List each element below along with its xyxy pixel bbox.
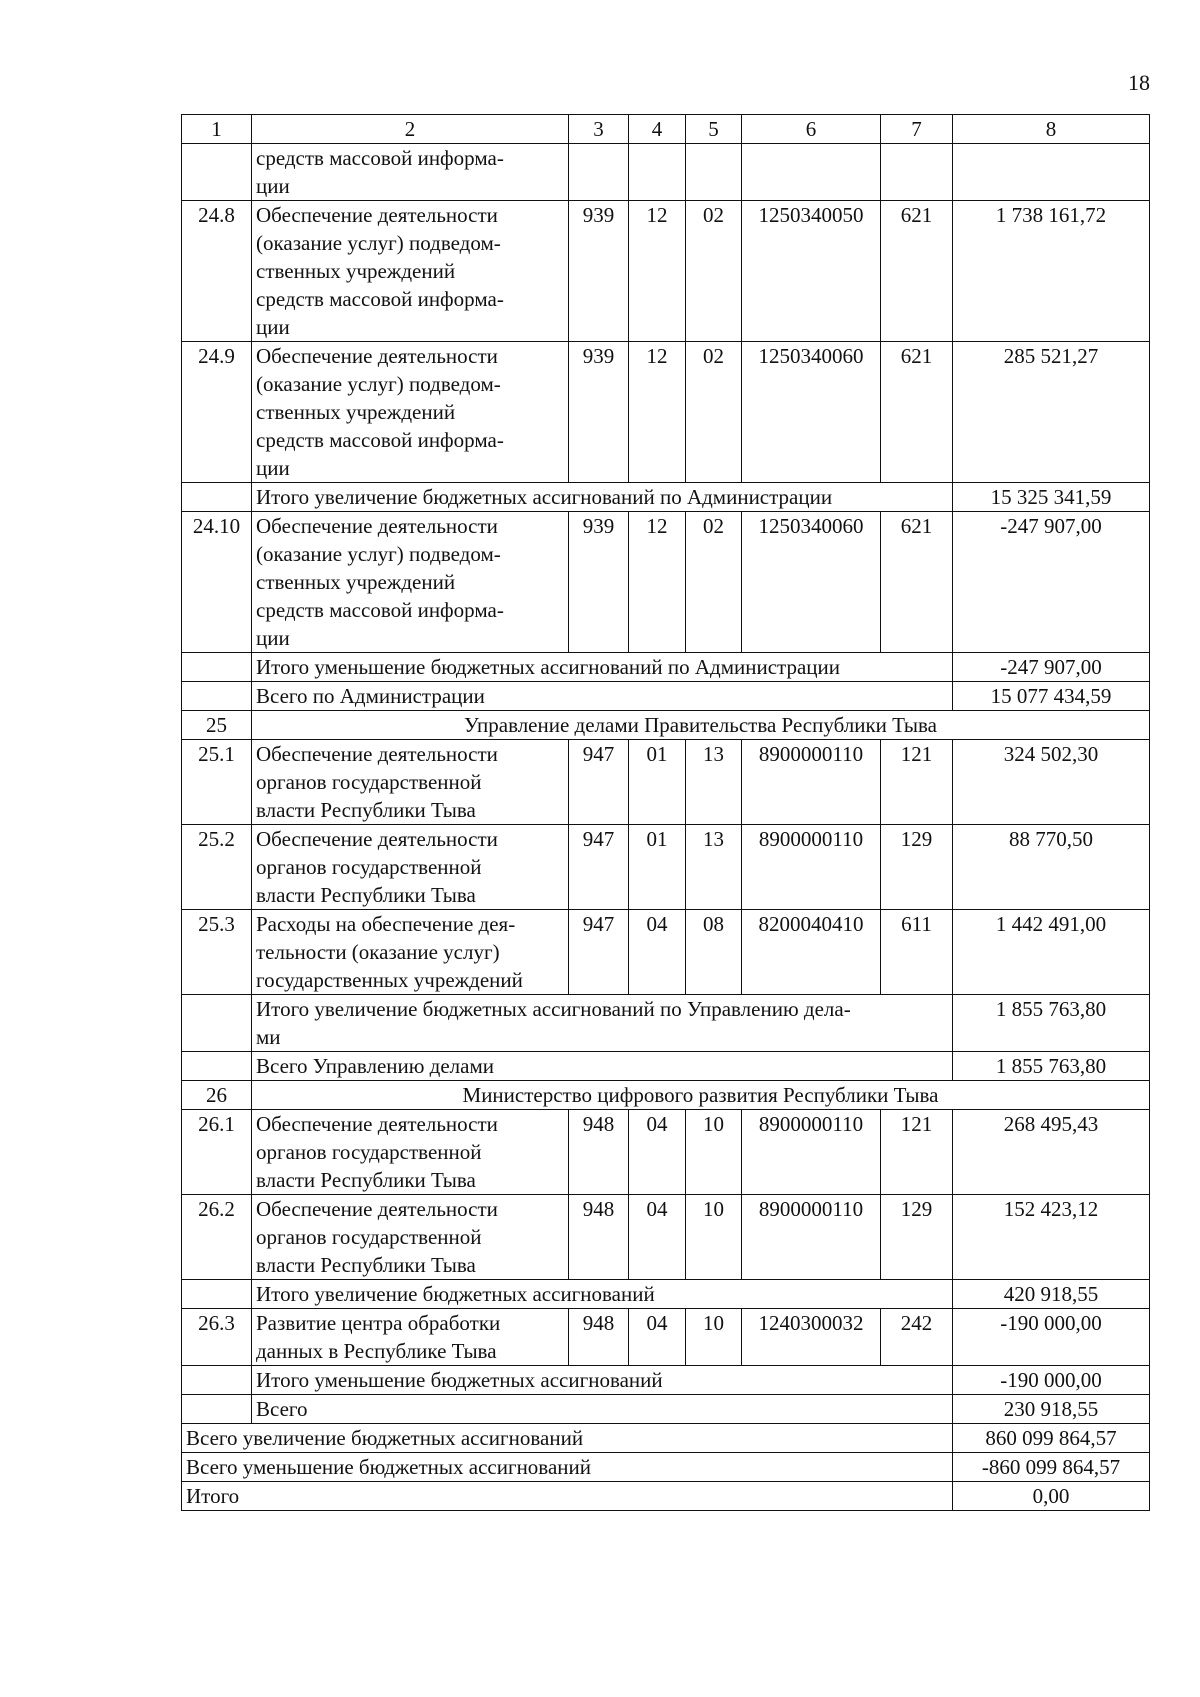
grand-total-row xyxy=(182,1453,1150,1482)
item-number: 26.3 xyxy=(182,1309,252,1366)
expense-type-code: 621 xyxy=(881,342,953,483)
expense-type-code: 121 xyxy=(881,1110,953,1195)
admin-code: 948 xyxy=(569,1195,629,1280)
grand-total-amount: -860 099 864,57 xyxy=(953,1453,1150,1482)
section-code: 12 xyxy=(629,512,686,653)
target-article-code: 8900000110 xyxy=(742,740,881,825)
table-row xyxy=(182,512,1150,653)
subsection-code: 08 xyxy=(686,910,742,995)
amount-cell: -190 000,00 xyxy=(953,1309,1150,1366)
subtotal-row xyxy=(182,1280,1150,1309)
item-number xyxy=(182,144,252,201)
target-article-code: 8900000110 xyxy=(742,1195,881,1280)
item-description: Обеспечение деятельности органов государственной власти Республики Тыва xyxy=(252,740,569,825)
admin-code: 939 xyxy=(569,201,629,342)
section-header-row xyxy=(182,1081,1150,1110)
amount-cell: 88 770,50 xyxy=(953,825,1150,910)
target-article-code: 1250340060 xyxy=(742,512,881,653)
grand-total-amount: 0,00 xyxy=(953,1482,1150,1511)
subsection-code: 10 xyxy=(686,1309,742,1366)
expense-type-code: 129 xyxy=(881,1195,953,1280)
empty-number-cell xyxy=(182,1366,252,1395)
admin-code: 947 xyxy=(569,740,629,825)
section-code: 04 xyxy=(629,1309,686,1366)
grand-total-row xyxy=(182,1424,1150,1453)
subtotal-row xyxy=(182,483,1150,512)
amount-cell xyxy=(953,144,1150,201)
admin-code xyxy=(569,144,629,201)
grand-total-label: Всего уменьшение бюджетных ассигнований xyxy=(182,1453,953,1482)
item-description: Обеспечение деятельности (оказание услуг) подведом- ственных учреждений средств массовой информа- ции xyxy=(252,512,569,653)
item-number: 24.8 xyxy=(182,201,252,342)
table-row xyxy=(182,1195,1150,1280)
column-header-7: 7 xyxy=(881,115,953,144)
item-description: Обеспечение деятельности органов государственной власти Республики Тыва xyxy=(252,825,569,910)
subsection-code: 13 xyxy=(686,740,742,825)
expense-type-code: 129 xyxy=(881,825,953,910)
subtotal-label: Итого увеличение бюджетных ассигнований xyxy=(252,1280,953,1309)
column-header-1: 1 xyxy=(182,115,252,144)
admin-code: 939 xyxy=(569,342,629,483)
item-description: Обеспечение деятельности (оказание услуг) подведом- ственных учреждений средств массовой информа- ции xyxy=(252,342,569,483)
subsection-code: 02 xyxy=(686,512,742,653)
section-number: 26 xyxy=(182,1081,252,1110)
target-article-code: 1250340050 xyxy=(742,201,881,342)
empty-number-cell xyxy=(182,483,252,512)
subtotal-row xyxy=(182,1052,1150,1081)
section-title: Управление делами Правительства Республики Тыва xyxy=(252,711,1150,740)
empty-number-cell xyxy=(182,1280,252,1309)
section-code: 04 xyxy=(629,910,686,995)
section-code: 12 xyxy=(629,201,686,342)
subtotal-label: Итого уменьшение бюджетных ассигнований по Администрации xyxy=(252,653,953,682)
amount-cell: 324 502,30 xyxy=(953,740,1150,825)
subsection-code: 10 xyxy=(686,1195,742,1280)
column-header-3: 3 xyxy=(569,115,629,144)
target-article-code: 8200040410 xyxy=(742,910,881,995)
column-header-5: 5 xyxy=(686,115,742,144)
table-row xyxy=(182,201,1150,342)
subtotal-label: Итого уменьшение бюджетных ассигнований xyxy=(252,1366,953,1395)
item-number: 26.2 xyxy=(182,1195,252,1280)
admin-code: 947 xyxy=(569,825,629,910)
budget-table xyxy=(181,114,1150,1511)
item-description: Расходы на обеспечение дея- тельности (оказание услуг) государственных учреждений xyxy=(252,910,569,995)
subtotal-amount: 1 855 763,80 xyxy=(953,995,1150,1052)
table-row xyxy=(182,144,1150,201)
item-description: средств массовой информа- ции xyxy=(252,144,569,201)
item-number: 24.10 xyxy=(182,512,252,653)
target-article-code: 1240300032 xyxy=(742,1309,881,1366)
column-header-4: 4 xyxy=(629,115,686,144)
amount-cell: -247 907,00 xyxy=(953,512,1150,653)
subtotal-amount: 230 918,55 xyxy=(953,1395,1150,1424)
grand-total-label: Всего увеличение бюджетных ассигнований xyxy=(182,1424,953,1453)
subsection-code: 10 xyxy=(686,1110,742,1195)
subtotal-row xyxy=(182,995,1150,1052)
column-header-2: 2 xyxy=(252,115,569,144)
empty-number-cell xyxy=(182,995,252,1052)
expense-type-code: 121 xyxy=(881,740,953,825)
target-article-code: 8900000110 xyxy=(742,825,881,910)
amount-cell: 152 423,12 xyxy=(953,1195,1150,1280)
section-code: 04 xyxy=(629,1195,686,1280)
subtotal-label: Всего Управлению делами xyxy=(252,1052,953,1081)
target-article-code: 8900000110 xyxy=(742,1110,881,1195)
expense-type-code: 611 xyxy=(881,910,953,995)
table-row xyxy=(182,1110,1150,1195)
item-number: 25.3 xyxy=(182,910,252,995)
header-row xyxy=(182,115,1150,144)
admin-code: 948 xyxy=(569,1309,629,1366)
subtotal-label: Итого увеличение бюджетных ассигнований по Администрации xyxy=(252,483,953,512)
item-number: 25.1 xyxy=(182,740,252,825)
subtotal-row xyxy=(182,653,1150,682)
subtotal-amount: 420 918,55 xyxy=(953,1280,1150,1309)
amount-cell: 1 442 491,00 xyxy=(953,910,1150,995)
page-number: 18 xyxy=(1128,70,1150,95)
section-number: 25 xyxy=(182,711,252,740)
table-row xyxy=(182,740,1150,825)
empty-number-cell xyxy=(182,1395,252,1424)
subsection-code: 02 xyxy=(686,201,742,342)
empty-number-cell xyxy=(182,653,252,682)
amount-cell: 1 738 161,72 xyxy=(953,201,1150,342)
target-article-code: 1250340060 xyxy=(742,342,881,483)
grand-total-amount: 860 099 864,57 xyxy=(953,1424,1150,1453)
subtotal-label: Итого увеличение бюджетных ассигнований по Управлению дела- ми xyxy=(252,995,953,1052)
grand-total-label: Итого xyxy=(182,1482,953,1511)
item-number: 25.2 xyxy=(182,825,252,910)
item-description: Обеспечение деятельности органов государственной власти Республики Тыва xyxy=(252,1110,569,1195)
table-row xyxy=(182,910,1150,995)
subtotal-row xyxy=(182,682,1150,711)
admin-code: 947 xyxy=(569,910,629,995)
subtotal-label: Всего по Администрации xyxy=(252,682,953,711)
empty-number-cell xyxy=(182,682,252,711)
item-description: Обеспечение деятельности органов государственной власти Республики Тыва xyxy=(252,1195,569,1280)
column-header-6: 6 xyxy=(742,115,881,144)
section-header-row xyxy=(182,711,1150,740)
amount-cell: 285 521,27 xyxy=(953,342,1150,483)
column-header-8: 8 xyxy=(953,115,1150,144)
section-code xyxy=(629,144,686,201)
table-row xyxy=(182,1309,1150,1366)
section-code: 12 xyxy=(629,342,686,483)
expense-type-code xyxy=(881,144,953,201)
subsection-code: 13 xyxy=(686,825,742,910)
subsection-code xyxy=(686,144,742,201)
table-row xyxy=(182,825,1150,910)
expense-type-code: 621 xyxy=(881,201,953,342)
expense-type-code: 621 xyxy=(881,512,953,653)
table-row xyxy=(182,342,1150,483)
subtotal-label: Всего xyxy=(252,1395,953,1424)
subtotal-amount: 15 325 341,59 xyxy=(953,483,1150,512)
grand-total-row xyxy=(182,1482,1150,1511)
subsection-code: 02 xyxy=(686,342,742,483)
subtotal-amount: 15 077 434,59 xyxy=(953,682,1150,711)
subtotal-row xyxy=(182,1395,1150,1424)
target-article-code xyxy=(742,144,881,201)
section-code: 04 xyxy=(629,1110,686,1195)
section-title: Министерство цифрового развития Республики Тыва xyxy=(252,1081,1150,1110)
expense-type-code: 242 xyxy=(881,1309,953,1366)
subtotal-amount: -247 907,00 xyxy=(953,653,1150,682)
section-code: 01 xyxy=(629,825,686,910)
admin-code: 948 xyxy=(569,1110,629,1195)
subtotal-amount: 1 855 763,80 xyxy=(953,1052,1150,1081)
section-code: 01 xyxy=(629,740,686,825)
item-description: Обеспечение деятельности (оказание услуг) подведом- ственных учреждений средств массовой информа- ции xyxy=(252,201,569,342)
empty-number-cell xyxy=(182,1052,252,1081)
admin-code: 939 xyxy=(569,512,629,653)
item-description: Развитие центра обработки данных в Республике Тыва xyxy=(252,1309,569,1366)
item-number: 24.9 xyxy=(182,342,252,483)
amount-cell: 268 495,43 xyxy=(953,1110,1150,1195)
item-number: 26.1 xyxy=(182,1110,252,1195)
subtotal-amount: -190 000,00 xyxy=(953,1366,1150,1395)
subtotal-row xyxy=(182,1366,1150,1395)
